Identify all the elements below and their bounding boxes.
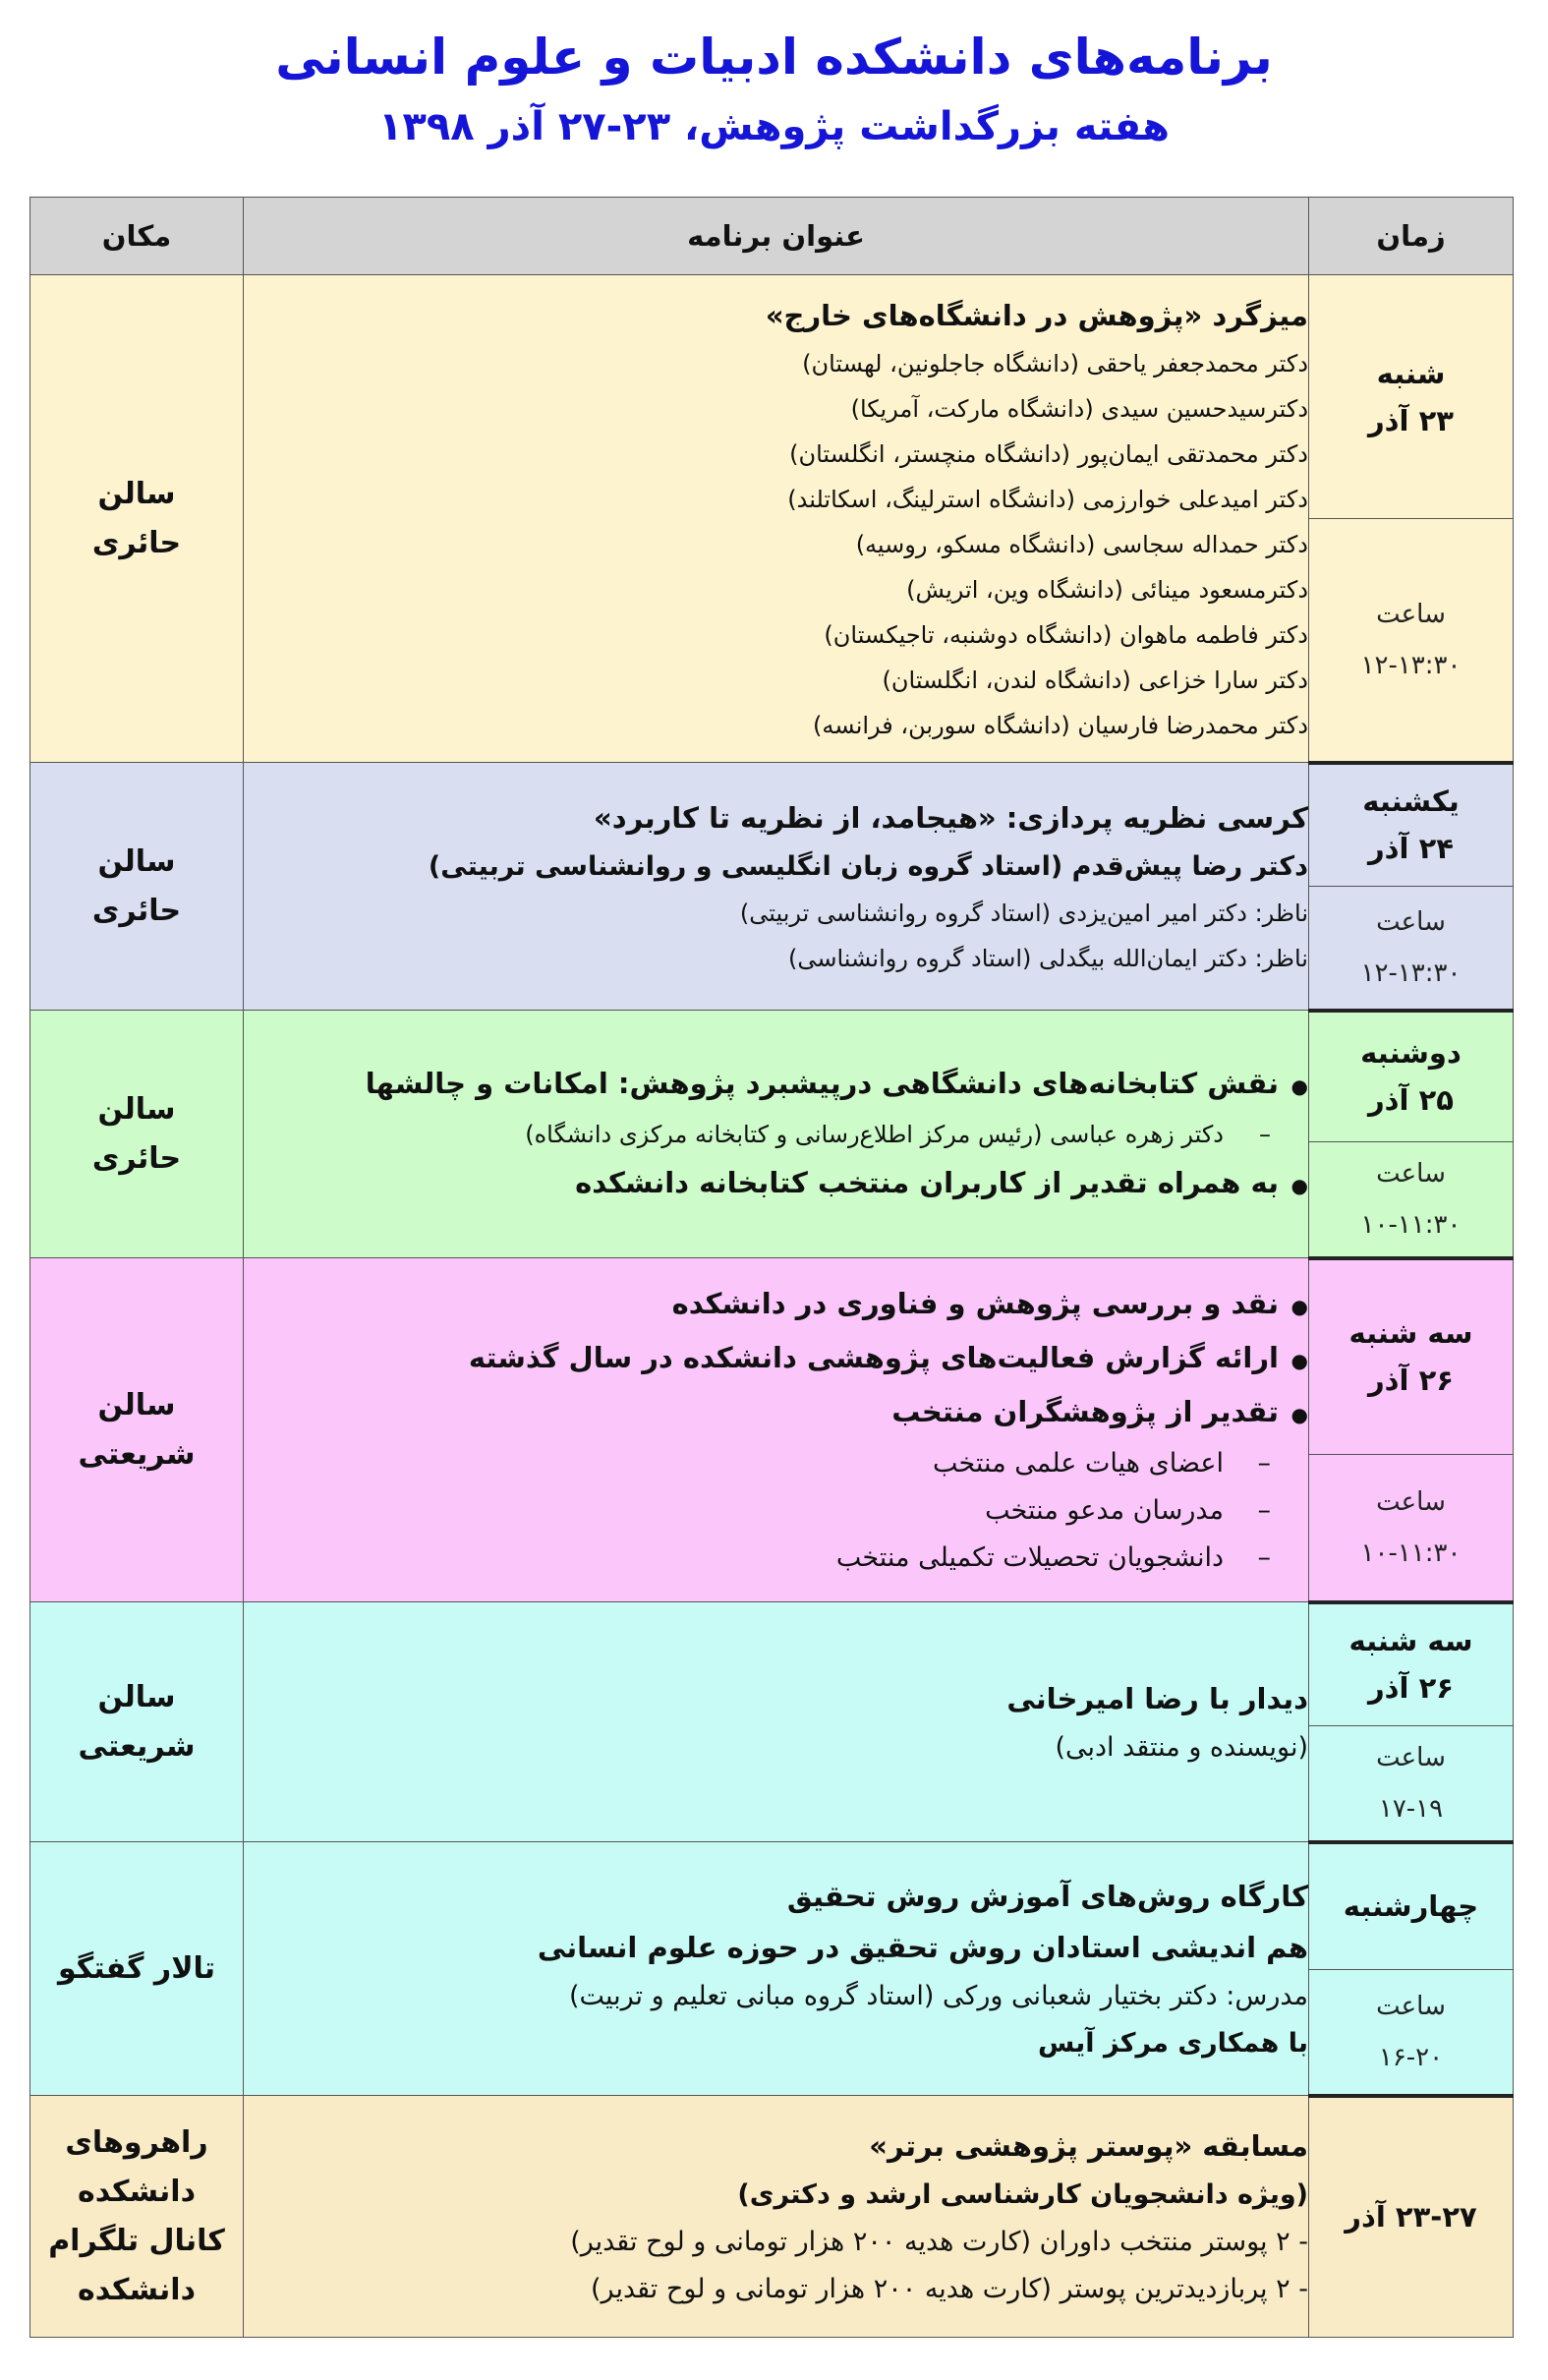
day-name: شنبه	[1376, 356, 1446, 390]
table-header-row	[30, 198, 1514, 275]
program-list-item	[244, 2266, 1308, 2313]
program-line: دکتر محمدتقی ایمان‌پور (دانشگاه منچستر، انگلستان)	[789, 439, 1308, 468]
program-title: هم اندیشی استادان روش تحقیق در حوزه علوم انسانی	[537, 1930, 1308, 1964]
place-line: شریعتی	[78, 1728, 196, 1764]
item-prefix: -	[1298, 2226, 1308, 2257]
page-title: برنامه‌های دانشکده ادبیات و علوم انسانی	[275, 29, 1273, 86]
program-cell	[244, 1842, 1309, 2096]
day-date: ۲۶ آذر	[1367, 1364, 1455, 1398]
program-cell	[244, 1258, 1309, 1602]
day-date: ۲۴ آذر	[1367, 832, 1455, 866]
table-row	[30, 2096, 1514, 2338]
program-title: مسابقه «پوستر پژوهشی برتر»	[869, 2128, 1308, 2163]
hour-label: ساعت	[1376, 1486, 1446, 1517]
program-cell	[244, 2096, 1309, 2338]
time-hour-cell	[1309, 1726, 1514, 1842]
program-list-item	[244, 2219, 1308, 2266]
program-line: دکتر محمدجعفر یاحقی (دانشگاه جاجلونین، لهستان)	[802, 349, 1308, 377]
program-cell	[244, 275, 1309, 763]
program-title: کارگاه روش‌های آموزش روش تحقیق	[786, 1879, 1308, 1913]
place-line: دانشکده	[78, 2272, 196, 2307]
hour-label: ساعت	[1376, 1742, 1446, 1772]
item-prefix: -	[1298, 2273, 1308, 2304]
place-line: کانال تلگرام	[48, 2223, 225, 2258]
program-cell	[244, 1602, 1309, 1842]
time-hour-cell	[1309, 1455, 1514, 1602]
hour-range: ۱۰-۱۱:۳۰	[1360, 1538, 1462, 1568]
day-name: چهارشنبه	[1343, 1889, 1479, 1924]
day-date: ۲۵ آذر	[1367, 1083, 1455, 1118]
day-date: ۲۶ آذر	[1367, 1671, 1455, 1706]
hour-label: ساعت	[1376, 906, 1446, 937]
time-day-cell	[1309, 1602, 1514, 1726]
table-row	[30, 1602, 1514, 1726]
hour-label: ساعت	[1376, 599, 1446, 629]
place-line: سالن	[97, 476, 176, 511]
program-sub-item: – اعضای هیات علمی منتخب	[244, 1440, 1308, 1487]
program-line: ناظر: دکتر امیر امین‌یزدی (استاد گروه روانشناسی تربیتی)	[739, 899, 1308, 927]
day-name: سه شنبه	[1348, 1624, 1473, 1658]
program-sub-item: – دکتر زهره عباسی (رئیس مرکز اطلاع‌رسانی و کتابخانه مرکزی دانشگاه)	[244, 1112, 1308, 1157]
time-hour-cell	[1309, 1970, 1514, 2096]
place-cell	[30, 763, 244, 1011]
program-bullet: ● به همراه تقدیر از کاربران منتخب کتابخانه دانشکده	[244, 1157, 1308, 1211]
time-hour-cell	[1309, 1142, 1514, 1258]
time-day-cell	[1309, 275, 1514, 519]
time-day-cell	[1309, 763, 1514, 887]
table-row	[30, 275, 1514, 519]
time-day-cell	[1309, 1011, 1514, 1142]
program-line: دکتر حمداله سجاسی (دانشگاه مسکو، روسیه)	[855, 530, 1308, 558]
program-cell	[244, 1011, 1309, 1258]
program-line: دکترسیدحسین سیدی (دانشگاه مارکت، آمریکا)	[850, 394, 1308, 423]
day-date: ۲۳-۲۷ آذر	[1345, 2200, 1477, 2235]
table-row	[30, 1258, 1514, 1455]
program-bullet: ● نقد و بررسی پژوهش و فناوری در دانشکده	[244, 1278, 1308, 1332]
program-line: مدرس: دکتر بختیار شعبانی ورکی (استاد گروه مبانی تعلیم و تربیت)	[568, 1980, 1308, 2011]
place-line: سالن	[97, 1387, 176, 1422]
place-cell	[30, 1842, 244, 2096]
place-line: سالن	[97, 1091, 176, 1127]
item-text: ۲ پوستر منتخب داوران (کارت هدیه ۲۰۰ هزار تومانی و لوح تقدیر)	[570, 2226, 1290, 2257]
program-bullet: ● ارائه گزارش فعالیت‌های پژوهشی دانشکده در سال گذشته	[244, 1332, 1308, 1386]
program-title: کرسی نظریه پردازی: «هیجامد، از نظریه تا کاربرد»	[594, 800, 1308, 835]
place-line: حائری	[91, 1140, 182, 1176]
place-cell	[30, 1258, 244, 1602]
item-text: ۲ پربازدیدترین پوستر (کارت هدیه ۲۰۰ هزار تومانی و لوح تقدیر)	[591, 2273, 1290, 2304]
place-line: تالار گفتگو	[57, 1950, 216, 1986]
program-line: دکترمسعود مینائی (دانشگاه وین، اتریش)	[906, 575, 1308, 604]
program-bullet: ● تقدیر از پژوهشگران منتخب	[244, 1386, 1308, 1440]
program-title: دیدار با رضا امیرخانی	[1006, 1681, 1308, 1715]
day-name: دوشنبه	[1360, 1036, 1462, 1071]
page-header	[0, 0, 1548, 167]
program-line: دکتر سارا خزاعی (دانشگاه لندن، انگلستان)	[882, 666, 1308, 694]
table-row	[30, 763, 1514, 887]
time-hour-cell	[1309, 519, 1514, 763]
place-cell	[30, 2096, 244, 2338]
program-line: (ویژه دانشجویان کارشناسی ارشد و دکتری)	[737, 2178, 1308, 2210]
day-name: سه شنبه	[1348, 1316, 1473, 1351]
program-line: دکتر محمدرضا فارسیان (دانشگاه سوربن، فرانسه)	[813, 711, 1308, 739]
place-cell	[30, 1602, 244, 1842]
program-line: با همکاری مرکز آیس	[1038, 2027, 1308, 2059]
program-sub-item: – دانشجویان تحصیلات تکمیلی منتخب	[244, 1535, 1308, 1582]
column-header-time: زمان	[1309, 198, 1514, 275]
program-line: دکتر فاطمه ماهوان (دانشگاه دوشنبه، تاجیکستان)	[824, 620, 1308, 649]
place-cell	[30, 1011, 244, 1258]
hour-range: ۱۶-۲۰	[1378, 2042, 1444, 2072]
table-row	[30, 1842, 1514, 1970]
hour-label: ساعت	[1376, 1991, 1446, 2021]
program-bullet: ● نقش کتابخانه‌های دانشگاهی درپیشبرد پژوهش: امکانات و چالشها	[244, 1058, 1308, 1112]
time-day-cell	[1309, 1258, 1514, 1455]
time-hour-cell	[1309, 887, 1514, 1011]
place-line: سالن	[97, 1679, 176, 1714]
hour-range: ۱۲-۱۳:۳۰	[1360, 958, 1462, 988]
column-header-place: مکان	[30, 198, 244, 275]
page-subtitle: هفته بزرگداشت پژوهش، ۲۳-۲۷ آذر ۱۳۹۸	[378, 104, 1170, 149]
column-header-program: عنوان برنامه	[244, 198, 1309, 275]
place-line: راهروهای	[65, 2124, 208, 2160]
day-name: یکشنبه	[1362, 784, 1460, 819]
place-cell	[30, 275, 244, 763]
hour-range: ۱۲-۱۳:۳۰	[1360, 650, 1462, 680]
place-line: حائری	[91, 893, 182, 928]
hour-range: ۱۰-۱۱:۳۰	[1360, 1209, 1462, 1240]
hour-range: ۱۷-۱۹	[1378, 1793, 1444, 1824]
program-cell	[244, 763, 1309, 1011]
day-date: ۲۳ آذر	[1367, 403, 1455, 437]
table-row	[30, 1011, 1514, 1142]
time-day-cell	[1309, 2096, 1514, 2338]
hour-label: ساعت	[1376, 1158, 1446, 1189]
program-title: میزگرد «پژوهش در دانشگاه‌های خارج»	[765, 298, 1308, 332]
program-line: دکتر امیدعلی خوارزمی (دانشگاه استرلینگ، اسکاتلند)	[787, 485, 1308, 513]
schedule-table	[29, 197, 1514, 2338]
program-line: ناظر: دکتر ایمان‌الله بیگدلی (استاد گروه روانشناسی)	[787, 944, 1308, 972]
program-lead: دکتر رضا پیش‌قدم (استاد گروه زبان انگلیسی و روانشناسی تربیتی)	[428, 850, 1308, 882]
time-day-cell	[1309, 1842, 1514, 1970]
place-line: شریعتی	[78, 1436, 196, 1472]
place-line: حائری	[91, 525, 182, 560]
program-line: (نویسنده و منتقد ادبی)	[1055, 1731, 1308, 1763]
place-line: دانشکده	[78, 2174, 196, 2209]
place-line: سالن	[97, 843, 176, 879]
program-sub-item: – مدرسان مدعو منتخب	[244, 1487, 1308, 1535]
